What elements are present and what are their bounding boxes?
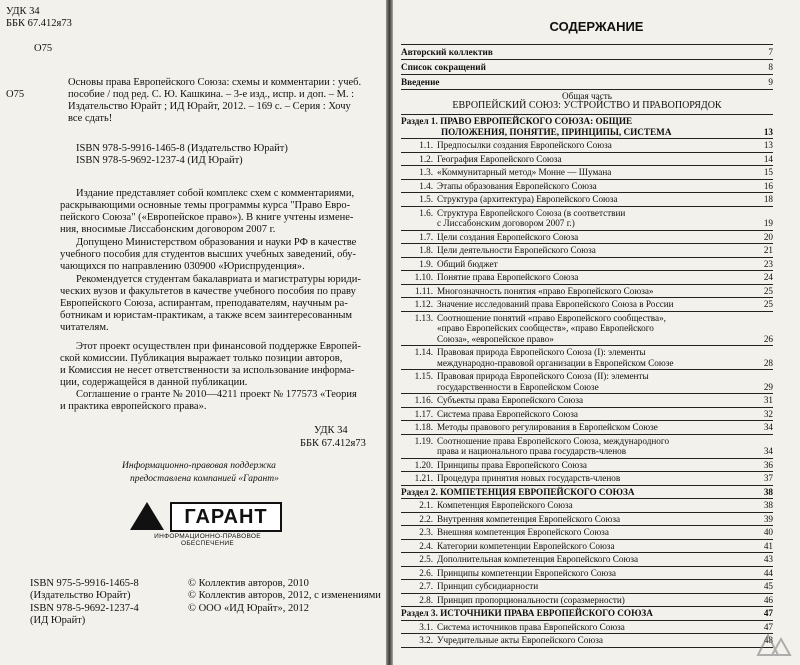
item-page: 32: [763, 408, 773, 419]
item-title: Принципы права Европейского Союза: [437, 459, 587, 470]
item-title: Система права Европейского Союза: [437, 408, 578, 419]
toc-item[interactable]: [401, 138, 773, 153]
labirint-watermark-icon: [754, 631, 792, 657]
toc-item[interactable]: [401, 270, 773, 285]
item-page: 16: [763, 180, 773, 191]
toc-item[interactable]: [401, 369, 773, 394]
toc-item[interactable]: [401, 552, 773, 567]
item-number: 2.3.: [419, 527, 433, 537]
item-page: 44: [763, 567, 773, 578]
item-number: 1.16.: [414, 395, 433, 405]
section-page: 47: [763, 608, 773, 618]
item-number: 3.2.: [419, 635, 433, 645]
item-page: 48: [763, 635, 773, 645]
garant-logo-word: ГАРАНТ: [170, 502, 282, 532]
item-number: 1.5.: [419, 194, 433, 204]
toc-item[interactable]: [401, 345, 773, 370]
isbn-bottom: ISBN 975-5-9916-1465-8 (Издательство Юрайт) ISBN 978-5-9692-1237-4 (ИД Юрайт): [30, 578, 139, 627]
toc-item[interactable]: [401, 257, 773, 272]
item-number: 1.21.: [414, 473, 433, 483]
right-page: [393, 0, 800, 665]
bibliographic-record: Основы права Европейского Союза: схемы и комментарии : учеб. пособие / под ред. С. Ю. Кашкина. – 3-е изд., испр. и доп. – М. : Издательство Юрайт ; ИД Юрайт, 2012. – 169 с. – Серия : Хочу все сдать!: [68, 77, 362, 125]
item-title: Предпосылки создания Европейского Союза: [437, 140, 612, 150]
item-number: 1.3.: [419, 167, 433, 177]
part-title: ЕВРОПЕЙСКИЙ СОЮЗ: УСТРОЙСТВО И ПРАВОПОРЯДОК: [452, 100, 722, 111]
item-title: Структура (архитектура) Европейского Союза: [437, 194, 618, 204]
item-title: Многозначность понятия «право Европейского Союза»: [437, 285, 654, 296]
item-title: Дополнительная компетенция Европейского Союза: [437, 554, 639, 564]
item-page: 43: [763, 554, 773, 564]
funding-paragraph: Этот проект осуществлен при финансовой поддержке Европей- ской комиссии. Публикация выражает только позиции авторов, и Комиссия не несет ответственности за использование информа- ции, содержащейся в данной публикации.: [60, 341, 361, 389]
item-page: 46: [763, 594, 773, 605]
item-page: 39: [763, 513, 773, 524]
item-page: 40: [763, 527, 773, 537]
item-number: 1.18.: [414, 422, 433, 432]
item-number: 1.7.: [419, 231, 433, 242]
item-number: 1.15.: [414, 371, 433, 381]
item-number: 2.5.: [419, 554, 433, 564]
item-title: Система источников права Европейского Союза: [437, 621, 625, 632]
garant-triangle-icon: [130, 502, 164, 530]
item-page: 38: [763, 500, 773, 510]
item-title: Внешняя компетенция Европейского Союза: [437, 527, 609, 537]
item-number: 2.7.: [419, 581, 433, 591]
toc-item[interactable]: [401, 458, 773, 473]
item-number: 1.19.: [414, 435, 433, 446]
item-number: 1.20.: [414, 459, 433, 470]
item-title: Цели деятельности Европейского Союза: [437, 245, 596, 255]
item-page: 45: [763, 581, 773, 591]
item-page: 21: [763, 245, 773, 255]
item-title: География Европейского Союза: [437, 153, 562, 164]
item-number: 2.2.: [419, 513, 433, 524]
item-number: 1.2.: [419, 153, 433, 164]
toc-item[interactable]: [401, 525, 773, 540]
item-page: 25: [763, 299, 773, 309]
item-title: Субъекты права Европейского Союза: [437, 395, 584, 405]
toc-item[interactable]: [401, 620, 773, 635]
copyright-block: © Коллектив авторов, 2010 © Коллектив авторов, 2012, с изменениями © ООО «ИД Юрайт», 2012: [188, 578, 381, 614]
item-page: 34: [763, 446, 773, 456]
item-title: Учредительные акты Европейского Союза: [437, 635, 603, 645]
toc-item[interactable]: [401, 152, 773, 167]
toc-section-2[interactable]: [401, 485, 773, 500]
item-title: Союза», «европейское право»: [437, 333, 554, 344]
toc-item[interactable]: [401, 539, 773, 554]
toc-item[interactable]: [401, 471, 773, 486]
toc-row-authors[interactable]: Авторский коллектив 7: [401, 44, 773, 59]
left-page: [0, 0, 386, 665]
toc-title: СОДЕРЖАНИЕ: [549, 19, 644, 34]
part-label: Общая часть: [562, 91, 612, 101]
item-page: 31: [763, 395, 773, 405]
support-line-2: предоставлена компанией «Гарант»: [130, 474, 279, 484]
toc-item[interactable]: [401, 297, 773, 312]
item-page: 19: [763, 218, 773, 228]
item-title: Процедура принятия новых государств-членов: [437, 473, 621, 483]
item-page: 23: [763, 258, 773, 269]
item-title: международно-правовой организации в Европейском Союзе: [437, 357, 674, 368]
item-page: 36: [763, 459, 773, 470]
item-number: 1.4.: [419, 180, 433, 191]
item-number: 1.14.: [414, 347, 433, 357]
item-title: Соотношение права Европейского Союза, международного: [437, 435, 670, 446]
garant-logo-subtitle: ИНФОРМАЦИОННО-ПРАВОВОЕ ОБЕСПЕЧЕНИЕ: [154, 533, 261, 547]
item-number: 2.8.: [419, 594, 433, 605]
toc-item[interactable]: [401, 165, 773, 180]
recommendation-paragraph: Рекомендуется студентам бакалавриата и магистратуры юриди- ческих вузов и факультетов в качестве учебного пособия по праву Европейского Союза, аспирантам, преподавателям, научным ра- ботникам и юристам-практикам, а также всем заинтересованным читателям.: [60, 274, 361, 334]
item-title: Методы правового регулирования в Европейском Союзе: [437, 422, 658, 432]
toc-item[interactable]: [401, 498, 773, 513]
item-page: 34: [763, 422, 773, 432]
toc-item[interactable]: [401, 420, 773, 435]
toc-item[interactable]: [401, 243, 773, 258]
grant-paragraph: Соглашение о гранте № 2010—4211 проект № 177573 «Теория и практика европейского права».: [60, 389, 357, 413]
item-number: 1.12.: [414, 299, 433, 309]
toc-item[interactable]: [401, 407, 773, 422]
item-title: Компетенция Европейского Союза: [437, 500, 573, 510]
toc-row-introduction[interactable]: Введение 9: [401, 74, 773, 89]
section-page: 13: [763, 126, 773, 137]
item-title: «Коммунитарный метод» Монне — Шумана: [437, 167, 612, 177]
item-page: 18: [763, 194, 773, 204]
item-title: Внутренняя компетенция Европейского Союза: [437, 513, 621, 524]
item-title: Соотношение понятий «право Европейского сообщества»,: [437, 312, 666, 323]
toc-item[interactable]: [401, 512, 773, 527]
item-number: 2.6.: [419, 567, 433, 578]
section-title: Раздел 2. КОМПЕТЕНЦИЯ ЕВРОПЕЙСКОГО СОЮЗА: [401, 486, 635, 497]
toc-item[interactable]: [401, 593, 773, 608]
garant-logo: [130, 500, 285, 547]
item-page: 15: [763, 167, 773, 177]
book-gutter: [386, 0, 393, 665]
toc-item[interactable]: [401, 206, 773, 231]
item-page: 14: [763, 153, 773, 164]
item-title: Цели создания Европейского Союза: [437, 231, 579, 242]
item-title: Общий бюджет: [437, 258, 498, 269]
item-page: 47: [763, 621, 773, 632]
toc-section-3[interactable]: [401, 606, 773, 621]
item-title: государственности в Европейском Союзе: [437, 381, 599, 392]
item-number: 2.4.: [419, 540, 433, 551]
item-title: Принцип субсидиарности: [437, 581, 539, 591]
item-number: 2.1.: [419, 500, 433, 510]
item-title: с Лиссабонским договором 2007 г.): [437, 218, 575, 228]
item-number: 1.17.: [414, 408, 433, 419]
item-title: Правовая природа Европейского Союза (II): элементы: [437, 371, 649, 381]
udk-top: УДК 34: [6, 6, 40, 17]
toc-item[interactable]: [401, 566, 773, 581]
item-title: «право Европейских сообществ», «право Европейского: [437, 323, 654, 333]
toc-item[interactable]: [401, 633, 773, 648]
toc-item[interactable]: [401, 579, 773, 594]
isbn-top: ISBN 978-5-9916-1465-8 (Издательство Юрайт) ISBN 978-5-9692-1237-4 (ИД Юрайт): [76, 143, 288, 167]
item-number: 3.1.: [419, 621, 433, 632]
section-title-line2: ПОЛОЖЕНИЯ, ПОНЯТИЕ, ПРИНЦИПЫ, СИСТЕМА: [441, 126, 672, 137]
item-page: 13: [763, 140, 773, 150]
section-page: 38: [763, 486, 773, 497]
item-title: Структура Европейского Союза (в соответствии: [437, 207, 626, 218]
item-page: 28: [763, 357, 773, 368]
author-code-margin: О75: [6, 89, 25, 100]
item-title: Категории компетенции Европейского Союза: [437, 540, 615, 551]
table-of-contents: [401, 44, 773, 664]
item-page: 37: [763, 473, 773, 483]
item-number: 1.13.: [414, 312, 433, 323]
toc-item[interactable]: [401, 311, 773, 347]
item-title: Принцип пропорциональности (соразмерности): [437, 594, 625, 605]
item-page: 24: [763, 272, 773, 282]
bbk-bottom: ББК 67.412я73: [300, 438, 366, 449]
item-title: Этапы образования Европейского Союза: [437, 180, 597, 191]
item-title: Правовая природа Европейского Союза (I): элементы: [437, 347, 646, 357]
item-title: Принципы компетенции Европейского Союза: [437, 567, 617, 578]
support-line-1: Информационно-правовая поддержка: [122, 461, 276, 471]
item-number: 1.8.: [419, 245, 433, 255]
toc-item[interactable]: [401, 434, 773, 459]
toc-item[interactable]: [401, 192, 773, 207]
section-title: Раздел 3. ИСТОЧНИКИ ПРАВА ЕВРОПЕЙСКОГО СОЮЗА: [401, 608, 653, 618]
item-page: 41: [763, 540, 773, 551]
toc-item[interactable]: [401, 230, 773, 245]
item-number: 1.11.: [414, 285, 433, 296]
author-code: О75: [34, 43, 53, 54]
item-number: 1.9.: [419, 258, 433, 269]
item-number: 1.6.: [419, 207, 433, 218]
toc-item[interactable]: [401, 284, 773, 299]
item-page: 20: [763, 231, 773, 242]
toc-row-abbreviations[interactable]: Список сокращений 8: [401, 59, 773, 74]
item-number: 1.10.: [414, 272, 433, 282]
item-page: 26: [763, 333, 773, 344]
bbk-top: ББК 67.412я73: [6, 18, 72, 29]
toc-item[interactable]: [401, 393, 773, 408]
approval-paragraph: Допущено Министерством образования и науки РФ в качестве учебного пособия для студентов высших учебных заведений, обу- чающихся по направлению 030900 «Юриспруденция».: [60, 237, 357, 273]
udk-bottom: УДК 34: [314, 425, 348, 436]
toc-item[interactable]: [401, 179, 773, 194]
item-page: 25: [763, 285, 773, 296]
item-title: права и национального права государств-членов: [437, 446, 627, 456]
item-number: 1.1.: [419, 140, 433, 150]
item-title: Значение исследований права Европейского Союза в России: [437, 299, 674, 309]
section-title: Раздел 1. ПРАВО ЕВРОПЕЙСКОГО СОЮЗА: ОБЩИЕ: [401, 116, 633, 126]
item-title: Понятие права Европейского Союза: [437, 272, 579, 282]
item-page: 29: [763, 381, 773, 392]
annotation-paragraph: Издание представляет собой комплекс схем с комментариями, раскрывающими основные темы программы курса "Право Евро- пейского Союза" («Европейское право»). В книге учтены измене- ния, вносимые Лиссабонским договором 2007 г.: [60, 188, 355, 236]
toc-section-1[interactable]: [401, 114, 773, 139]
